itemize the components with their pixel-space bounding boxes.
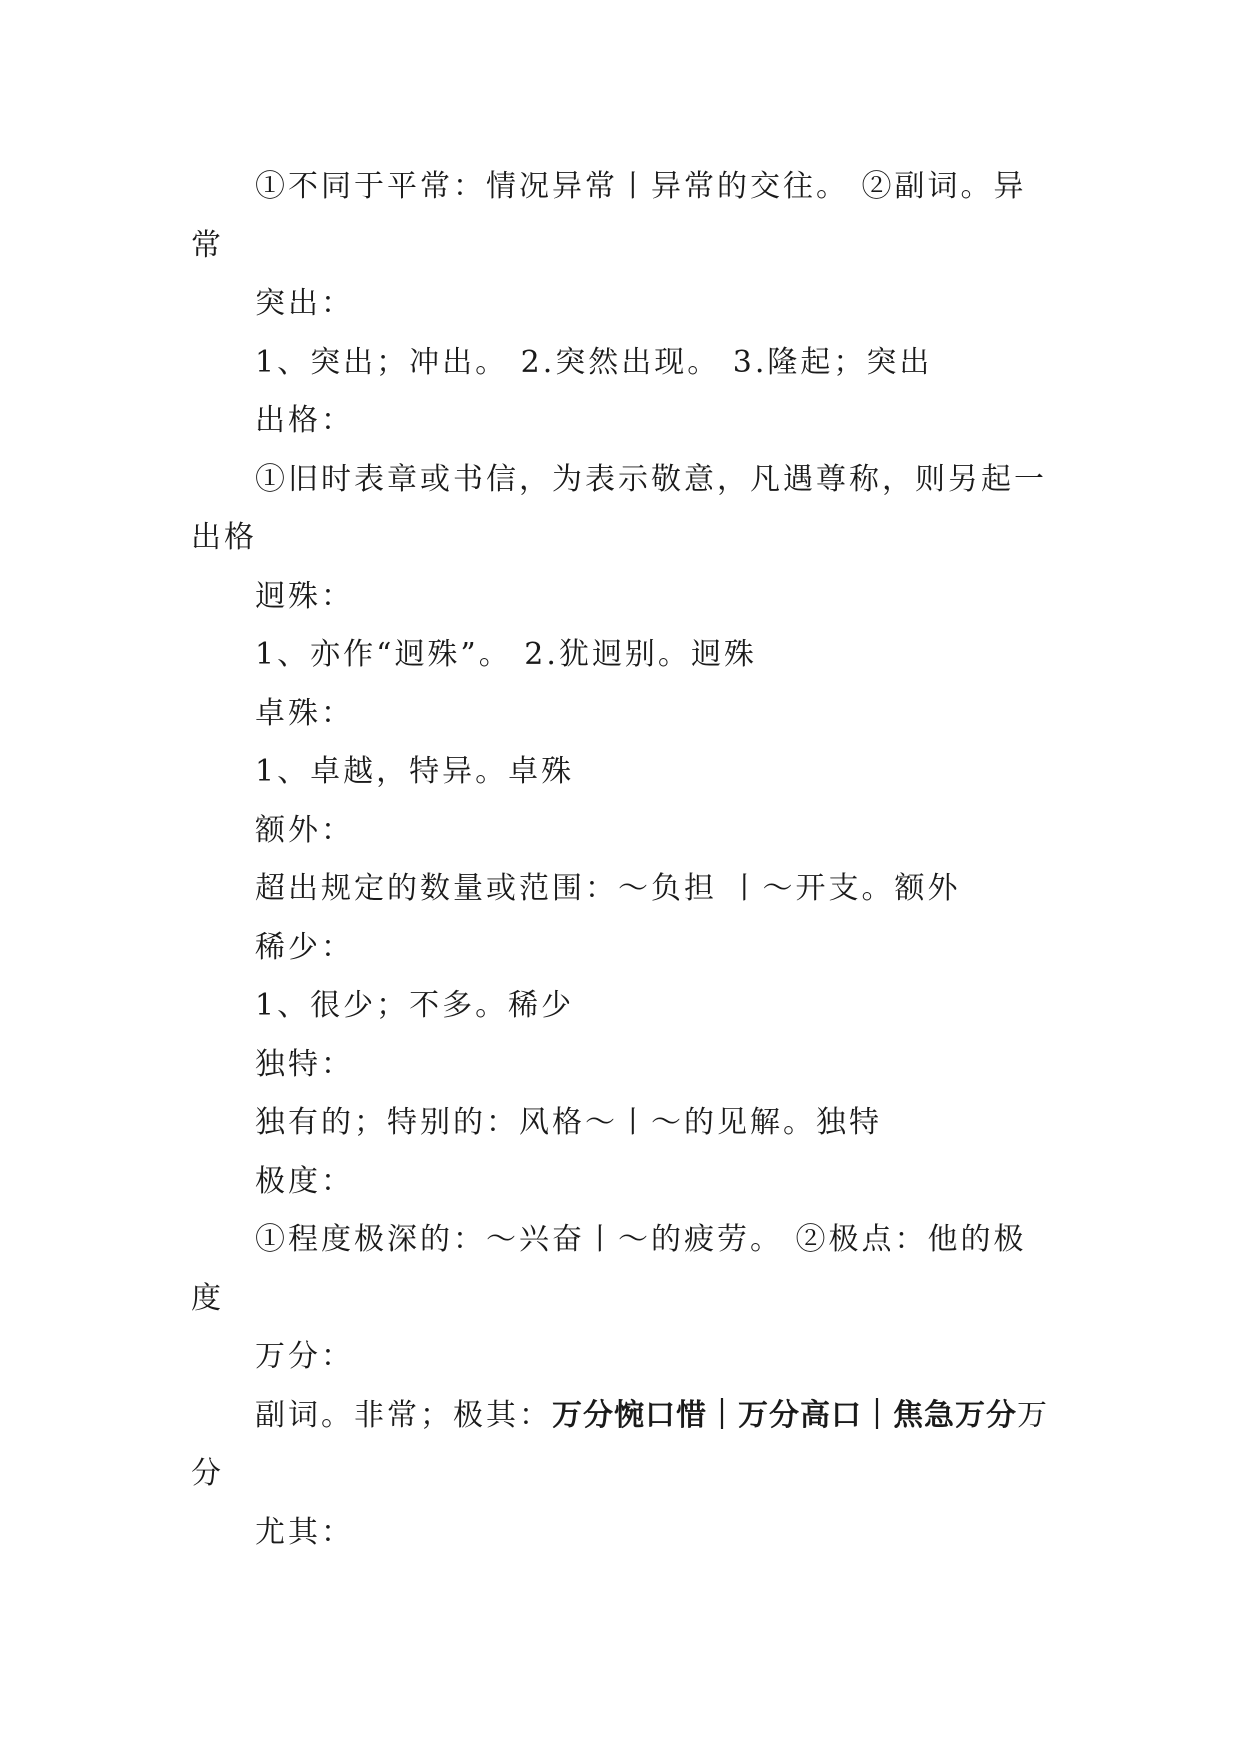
term-heading: 额外： — [255, 812, 354, 848]
definition-paragraph: 1、突出；冲出。 2.突然出现。 3.隆起；突出 — [255, 344, 933, 380]
definition-paragraph-mixed — [191, 1387, 1051, 1504]
term-heading: 万分： — [255, 1339, 354, 1374]
definition-paragraph: 超出规定的数量或范围：～负担 丨～开支。额外 — [255, 871, 961, 906]
term-heading: 稀少： — [255, 929, 354, 965]
definition-paragraph: 1、卓越，特异。卓殊 — [255, 754, 575, 789]
definition-paragraph: ①程度极深的：～兴奋丨～的疲劳。 ②极点：他的极度 — [191, 1222, 1027, 1316]
document-body — [191, 158, 1051, 1562]
definition-paragraph: 1、亦作“迥殊”。 2.犹迥别。迥殊 — [255, 637, 757, 672]
definition-paragraph: 1、很少；不多。稀少 — [255, 988, 575, 1023]
term-heading: 出格： — [255, 403, 354, 438]
term-heading: 极度： — [255, 1163, 354, 1199]
term-heading: 突出： — [255, 286, 354, 321]
term-heading: 卓殊： — [255, 695, 354, 731]
definition-paragraph: ①不同于平常：情况异常丨异常的交往。 ②副词。异常 — [191, 169, 1027, 263]
definition-text: 副词。非常；极其： — [255, 1397, 552, 1433]
bold-example-text: 万分惋口惜｜万分高口｜焦急万分 — [552, 1397, 1017, 1433]
definition-tail-text: 万分 — [191, 1397, 1050, 1491]
term-heading: 尤其： — [255, 1514, 354, 1550]
term-heading: 独特： — [255, 1046, 354, 1082]
definition-paragraph: 独有的；特别的：风格～丨～的见解。独特 — [255, 1105, 882, 1140]
definition-paragraph: ①旧时表章或书信，为表示敬意，凡遇尊称，则另起一出格 — [191, 461, 1047, 555]
term-heading: 迥殊： — [255, 578, 354, 614]
